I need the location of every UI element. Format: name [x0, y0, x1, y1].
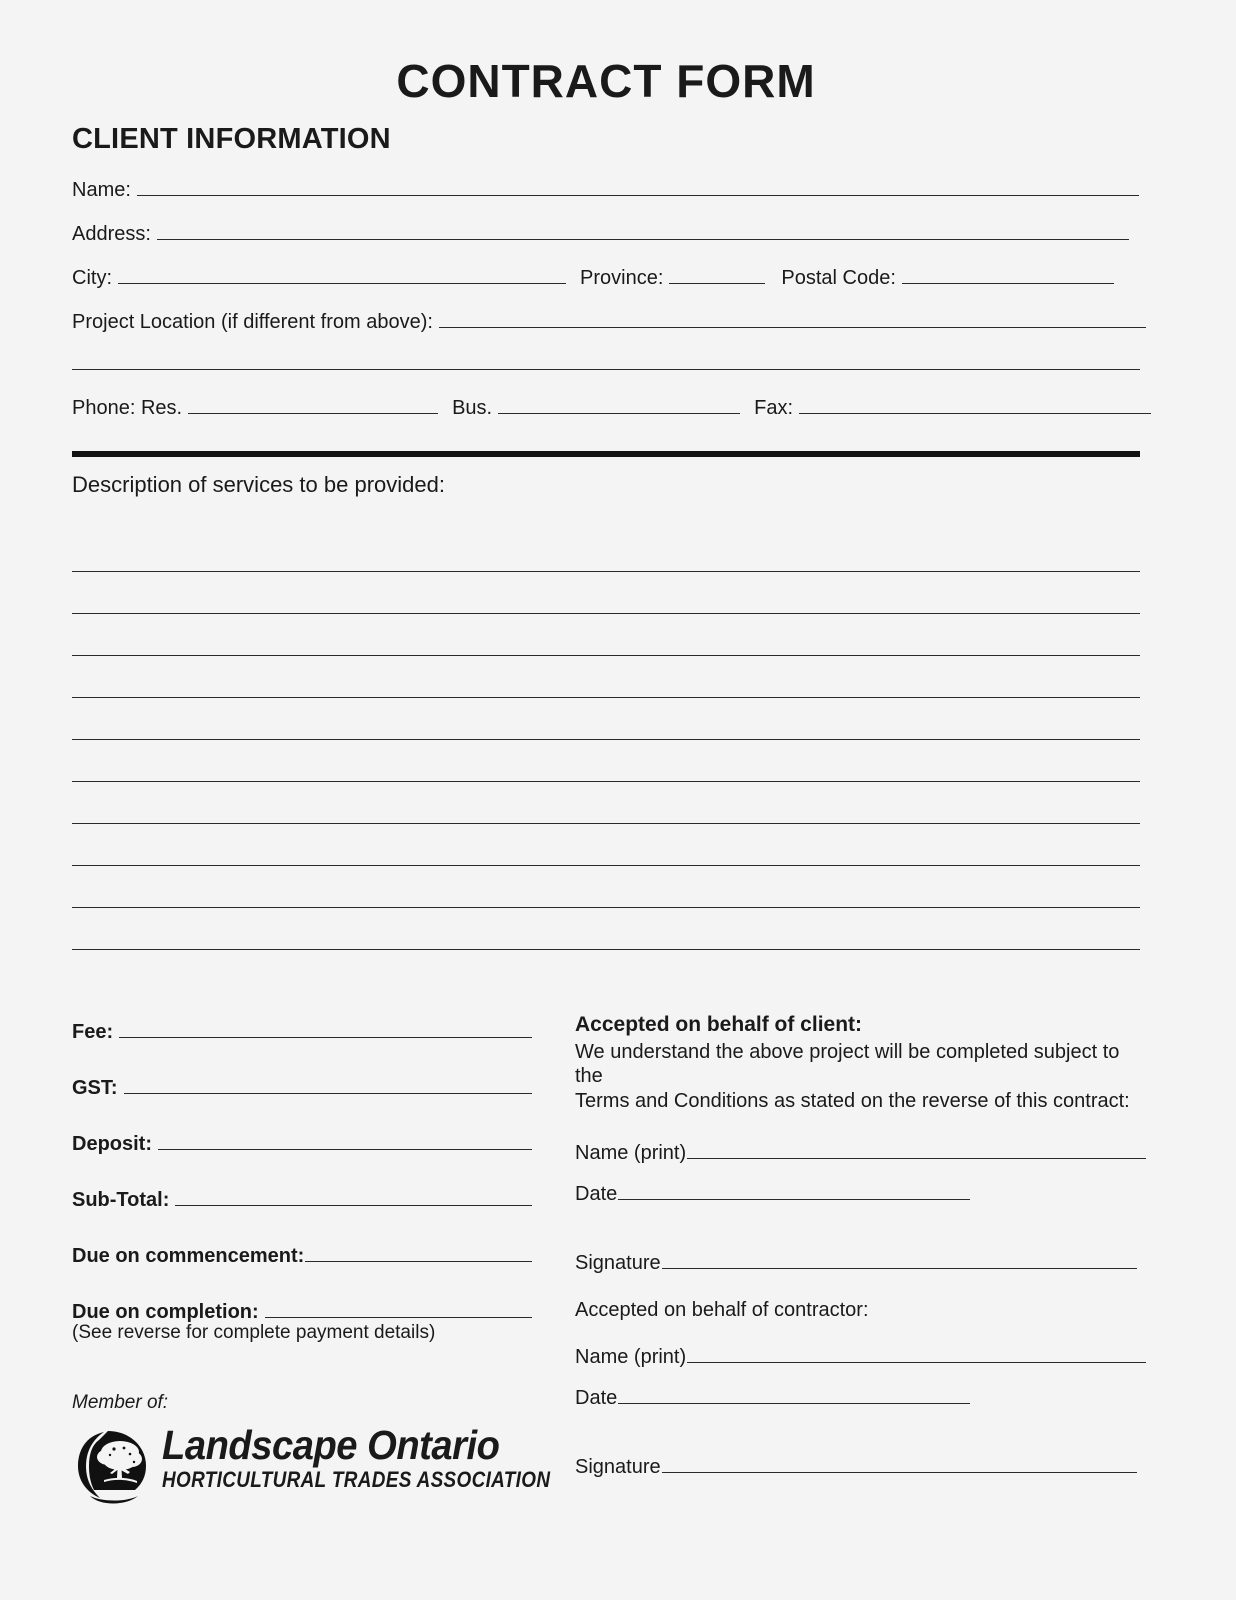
- client-signature-row: [575, 1251, 1140, 1275]
- postal-code-input-line[interactable]: [902, 266, 1114, 284]
- client-information-heading: CLIENT INFORMATION: [72, 123, 391, 155]
- payment-details-note: (See reverse for complete payment details): [72, 1322, 436, 1343]
- page-title: CONTRACT FORM: [396, 55, 816, 107]
- description-line[interactable]: [72, 614, 1140, 656]
- project-location-input-line[interactable]: [439, 310, 1146, 328]
- description-lines-area: [72, 530, 1140, 950]
- sub-total-label: Sub-Total:: [72, 1189, 170, 1211]
- acceptance-paragraph-line-1: We understand the above project will be completed subject to the: [575, 1040, 1120, 1088]
- field-row-phone: [72, 396, 1151, 420]
- gst-label: GST:: [72, 1077, 118, 1099]
- client-name-input-line[interactable]: [687, 1141, 1146, 1159]
- description-line[interactable]: [72, 782, 1140, 824]
- contractor-name-input-line[interactable]: [687, 1345, 1146, 1363]
- due-on-completion-label: Due on completion:: [72, 1301, 259, 1323]
- landscape-ontario-tree-logo-icon: [74, 1426, 154, 1506]
- city-label: City:: [72, 267, 112, 289]
- project-location-label: Project Location (if different from above):: [72, 311, 433, 333]
- contractor-signature-label: Signature: [575, 1455, 661, 1478]
- accepted-client-heading: Accepted on behalf of client:: [575, 1013, 863, 1036]
- landscape-ontario-logo: [74, 1422, 551, 1514]
- field-row-address: [72, 222, 1129, 246]
- field-row-project-location: [72, 310, 1146, 334]
- deposit-input-line[interactable]: [158, 1132, 532, 1150]
- description-line[interactable]: [72, 908, 1140, 950]
- payment-row-gst: [72, 1076, 532, 1132]
- description-line[interactable]: [72, 572, 1140, 614]
- field-row-project-location-continued: [72, 352, 1140, 370]
- name-label: Name:: [72, 179, 131, 201]
- description-line[interactable]: [72, 698, 1140, 740]
- contractor-signature-row: [575, 1455, 1140, 1479]
- contractor-name-label: Name (print): [575, 1345, 687, 1368]
- payment-summary-column: [72, 1020, 532, 1344]
- deposit-label: Deposit:: [72, 1133, 152, 1155]
- phone-bus-label: Bus.: [452, 397, 493, 419]
- description-line[interactable]: [72, 656, 1140, 698]
- acceptance-column: [575, 1013, 1140, 1479]
- acceptance-paragraph-line-2: Terms and Conditions as stated on the reverse of this contract:: [575, 1089, 1130, 1112]
- description-heading: Description of services to be provided:: [72, 472, 445, 497]
- sub-total-input-line[interactable]: [175, 1188, 532, 1206]
- logo-wordmark: [162, 1422, 551, 1493]
- description-line[interactable]: [72, 530, 1140, 572]
- fee-input-line[interactable]: [119, 1020, 532, 1038]
- client-name-label: Name (print): [575, 1141, 687, 1164]
- fax-label: Fax:: [754, 397, 794, 419]
- contractor-name-row: [575, 1345, 1140, 1369]
- payment-row-fee: [72, 1020, 532, 1076]
- contractor-date-input-line[interactable]: [618, 1386, 970, 1404]
- payment-row-sub-total: [72, 1188, 532, 1244]
- address-label: Address:: [72, 223, 151, 245]
- logo-name: Landscape Ontario: [162, 1422, 500, 1468]
- project-location-input-line-2[interactable]: [72, 352, 1140, 370]
- fee-label: Fee:: [72, 1021, 114, 1043]
- payment-row-deposit: [72, 1132, 532, 1188]
- logo-subtitle: HORTICULTURAL TRADES ASSOCIATION: [162, 1467, 551, 1493]
- phone-bus-input-line[interactable]: [498, 396, 740, 414]
- gst-input-line[interactable]: [124, 1076, 532, 1094]
- address-input-line[interactable]: [157, 222, 1129, 240]
- accepted-contractor-heading: Accepted on behalf of contractor:: [575, 1298, 869, 1321]
- postal-code-label: Postal Code:: [781, 267, 896, 289]
- member-of-label: Member of:: [72, 1392, 169, 1413]
- due-on-commencement-label: Due on commencement:: [72, 1245, 305, 1267]
- payment-row-due-on-commencement: [72, 1244, 532, 1300]
- province-input-line[interactable]: [669, 266, 765, 284]
- client-date-input-line[interactable]: [618, 1182, 970, 1200]
- contractor-signature-input-line[interactable]: [662, 1455, 1137, 1473]
- form-content-area: [72, 0, 1140, 1600]
- due-on-commencement-input-line[interactable]: [305, 1244, 532, 1262]
- description-line[interactable]: [72, 824, 1140, 866]
- client-signature-input-line[interactable]: [662, 1251, 1137, 1269]
- field-row-name: [72, 178, 1139, 202]
- client-signature-label: Signature: [575, 1251, 661, 1274]
- city-input-line[interactable]: [118, 266, 566, 284]
- contractor-date-label: Date: [575, 1386, 618, 1409]
- description-line[interactable]: [72, 740, 1140, 782]
- phone-res-label: Phone: Res.: [72, 397, 183, 419]
- client-date-label: Date: [575, 1182, 618, 1205]
- province-label: Province:: [580, 267, 664, 289]
- name-input-line[interactable]: [137, 178, 1139, 196]
- phone-res-input-line[interactable]: [188, 396, 438, 414]
- section-divider: [72, 451, 1140, 457]
- field-row-city-province-postal: [72, 266, 1114, 290]
- client-date-row: [575, 1182, 1140, 1206]
- description-line[interactable]: [72, 866, 1140, 908]
- client-name-row: [575, 1141, 1140, 1165]
- fax-input-line[interactable]: [799, 396, 1151, 414]
- contractor-date-row: [575, 1386, 1140, 1410]
- due-on-completion-input-line[interactable]: [265, 1300, 532, 1318]
